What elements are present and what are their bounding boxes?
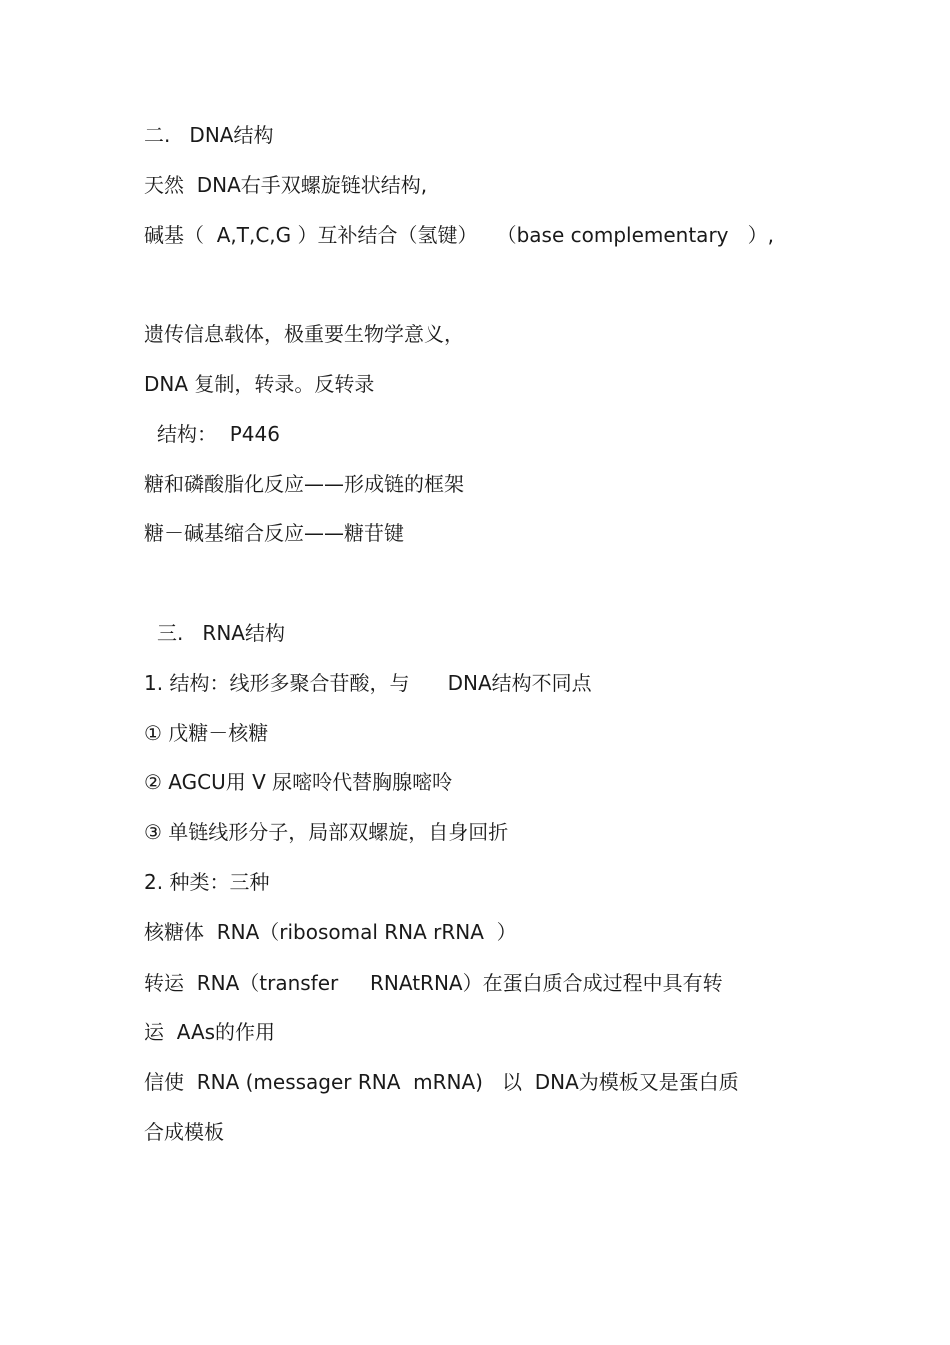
text-line: DNA 复制，转录。反转录 [144,372,375,396]
text-line: 运 AAs的作用 [144,1020,276,1044]
text-line: 天然 DNA右手双螺旋链状结构, [144,173,428,197]
text-line: 糖和磷酸脂化反应——形成链的框架 [144,472,464,496]
text-line: 合成模板 [144,1120,224,1144]
list-item: ① 戊糖－核糖 [144,721,269,745]
text-line: 遗传信息载体，极重要生物学意义， [144,322,464,346]
text-line: 信使 RNA (messager RNA mRNA) 以 DNA为模板又是蛋白质 [144,1070,739,1094]
list-item: ③ 单链线形分子，局部双螺旋，自身回折 [144,820,509,844]
text-line: 2. 种类：三种 [144,870,270,894]
text-line: 糖－碱基缩合反应——糖苷键 [144,521,404,545]
text-line: 转运 RNA（transfer RNAtRNA）在蛋白质合成过程中具有转 [144,971,723,995]
text-line: 1. 结构：线形多聚合苷酸，与 DNA结构不同点 [144,671,592,695]
text-line: 核糖体 RNA（ribosomal RNA rRNA ） [144,920,517,944]
section-heading-dna: 二. DNA结构 [144,123,274,147]
text-line: 碱基（ A,T,C,G ）互补结合（氢键） （base complementary ）, [144,223,774,247]
text-line: 结构： P446 [157,422,280,446]
list-item: ② AGCU用 V 尿嘧呤代替胸腺嘧呤 [144,770,453,794]
section-heading-rna: 三. RNA结构 [157,621,285,645]
